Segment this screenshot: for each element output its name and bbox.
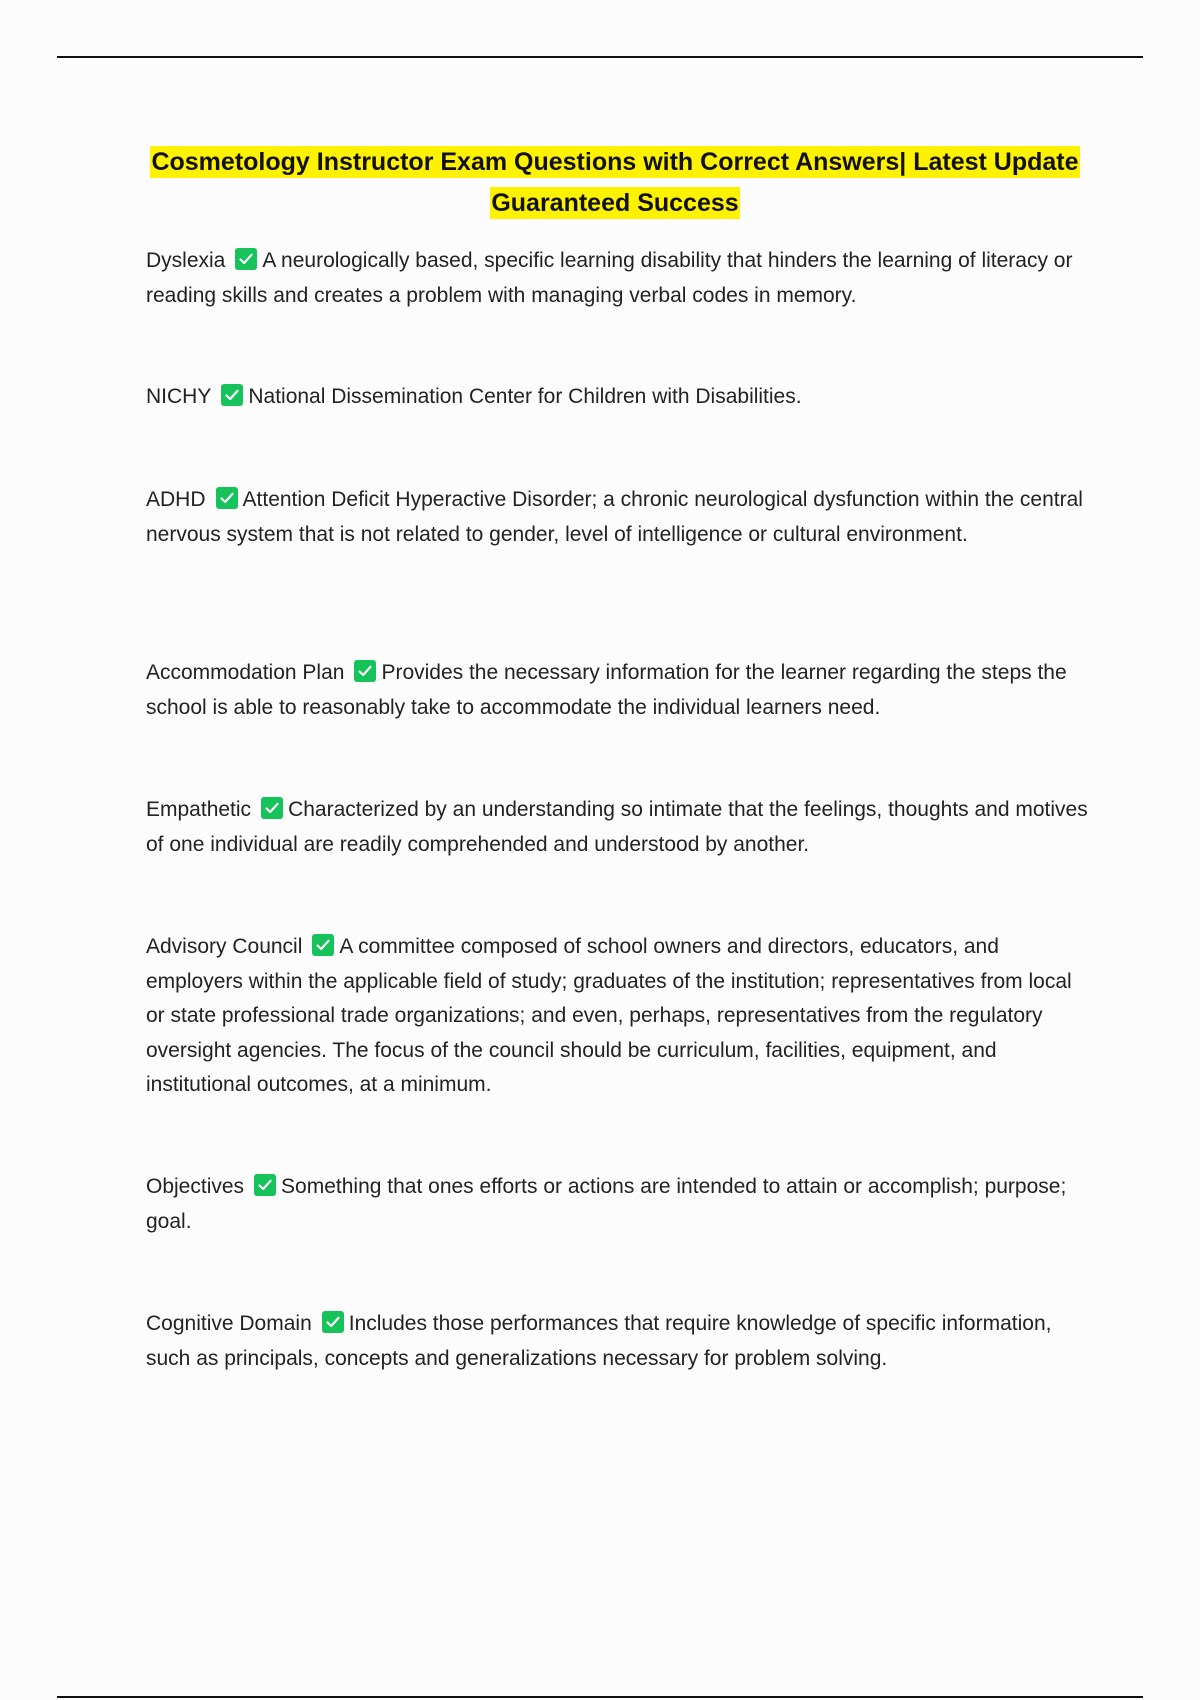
entry-definition: Characterized by an understanding so intimate that the feelings, thoughts and motives of one individual are readily comprehended and understood by another. <box>146 798 1088 856</box>
qa-entry-accommodation-plan <box>146 656 1096 725</box>
qa-entry-cognitive-domain <box>146 1307 1096 1376</box>
checkmark-box-icon <box>235 248 257 270</box>
checkmark-box-icon <box>322 1311 344 1333</box>
checkmark-box-icon <box>312 934 334 956</box>
checkmark-box-icon <box>254 1174 276 1196</box>
entry-definition: Includes those performances that require knowledge of specific information, such as principals, concepts and generalizations necessary for problem solving. <box>146 1312 1052 1370</box>
qa-entry-adhd <box>146 483 1096 552</box>
qa-entry-advisory-council <box>146 930 1096 1103</box>
footer-rule <box>57 1696 1143 1698</box>
entry-definition: Provides the necessary information for the learner regarding the steps the school is able to reasonably take to accommodate the individual learners need. <box>146 661 1067 719</box>
title-line-1: Cosmetology Instructor Exam Questions with Correct Answers| Latest Update <box>151 148 1079 176</box>
entry-definition: A neurologically based, specific learning disability that hinders the learning of literacy or reading skills and creates a problem with managing verbal codes in memory. <box>146 249 1073 307</box>
entry-definition: Attention Deficit Hyperactive Disorder; a chronic neurological dysfunction within the central nervous system that is not related to gender, level of intelligence or cultural environment. <box>146 488 1083 546</box>
entry-term: Accommodation Plan <box>146 661 345 684</box>
checkmark-box-icon <box>354 660 376 682</box>
qa-entry-dyslexia <box>146 244 1096 313</box>
entry-term: NICHY <box>146 385 212 408</box>
entry-term: Cognitive Domain <box>146 1312 312 1335</box>
checkmark-box-icon <box>261 797 283 819</box>
entry-definition: A committee composed of school owners and directors, educators, and employers within the applicable field of study; graduates of the institution; representatives from local or state professional trade organizations; and even, perhaps, representatives from the regulatory oversight agencies. The focus of the council should be curriculum, facilities, equipment, and institutional outcomes, at a minimum. <box>146 935 1072 1096</box>
qa-entry-nichy <box>146 380 1096 415</box>
checkmark-box-icon <box>221 384 243 406</box>
entry-definition: National Dissemination Center for Children with Disabilities. <box>248 385 802 408</box>
document-title <box>120 142 1110 224</box>
entry-term: Objectives <box>146 1175 245 1198</box>
qa-entry-objectives <box>146 1170 1096 1239</box>
qa-entry-empathetic <box>146 793 1096 862</box>
title-line-2: Guaranteed Success <box>491 189 739 217</box>
checkmark-box-icon <box>216 487 238 509</box>
entry-definition: Something that ones efforts or actions are intended to attain or accomplish; purpose; goal. <box>146 1175 1067 1233</box>
entry-term: Dyslexia <box>146 249 226 272</box>
entry-term: ADHD <box>146 488 206 511</box>
entry-term: Empathetic <box>146 798 252 821</box>
entry-term: Advisory Council <box>146 935 303 958</box>
header-rule <box>57 56 1143 58</box>
